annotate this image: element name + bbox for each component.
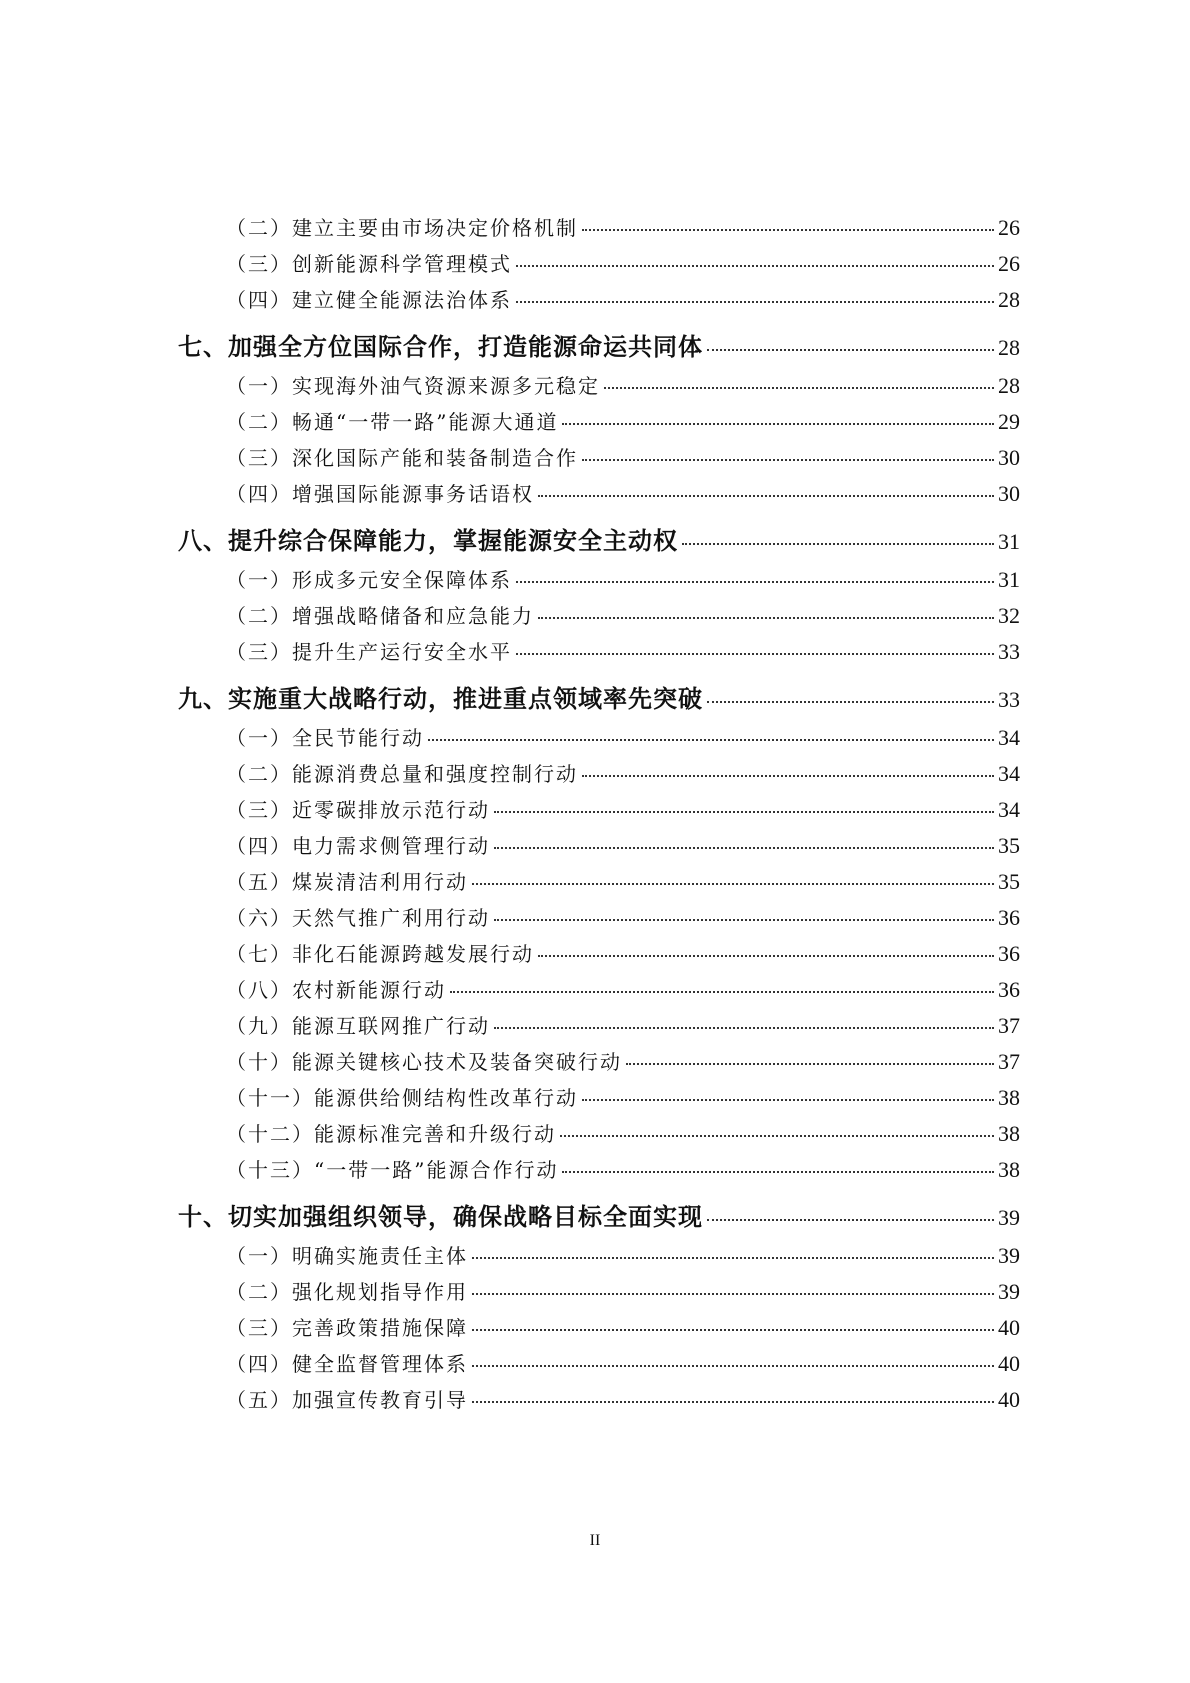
toc-dot-leader xyxy=(472,1401,994,1403)
toc-entry-title: （三）近零碳排放示范行动 xyxy=(226,798,490,822)
toc-entry-page-number: 28 xyxy=(998,373,1020,398)
toc-dot-leader xyxy=(494,1027,994,1029)
toc-chapter-entry[interactable] xyxy=(178,1197,1020,1240)
toc-dot-leader xyxy=(560,1135,994,1137)
toc-dot-leader xyxy=(472,883,994,885)
toc-entry-page-number: 34 xyxy=(998,797,1020,822)
toc-dot-leader xyxy=(428,739,994,741)
toc-entry-title: 十、切实加强组织领导，确保战略目标全面实现 xyxy=(178,1203,703,1231)
toc-entry-page-number: 29 xyxy=(998,409,1020,434)
toc-dot-leader xyxy=(582,229,994,231)
toc-entry-title: （十二）能源标准完善和升级行动 xyxy=(226,1122,556,1146)
toc-dot-leader xyxy=(682,543,994,545)
toc-dot-leader xyxy=(582,1099,994,1101)
toc-entry-title: 九、实施重大战略行动，推进重点领域率先突破 xyxy=(178,685,703,713)
toc-section-entry[interactable] xyxy=(178,758,1020,794)
toc-dot-leader xyxy=(516,265,994,267)
toc-section-entry[interactable] xyxy=(178,1118,1020,1154)
toc-section-entry[interactable] xyxy=(178,1276,1020,1312)
toc-section-entry[interactable] xyxy=(178,866,1020,902)
toc-section-entry[interactable] xyxy=(178,1046,1020,1082)
toc-section-entry[interactable] xyxy=(178,974,1020,1010)
toc-entry-title: （八）农村新能源行动 xyxy=(226,978,446,1002)
toc-dot-leader xyxy=(494,847,994,849)
toc-entry-page-number: 35 xyxy=(998,869,1020,894)
toc-entry-page-number: 34 xyxy=(998,725,1020,750)
toc-dot-leader xyxy=(538,955,994,957)
toc-entry-title: （一）全民节能行动 xyxy=(226,726,424,750)
toc-dot-leader xyxy=(626,1063,994,1065)
toc-section-entry[interactable] xyxy=(178,248,1020,284)
toc-section-entry[interactable] xyxy=(178,212,1020,248)
toc-section-entry[interactable] xyxy=(178,938,1020,974)
toc-dot-leader xyxy=(538,495,994,497)
toc-dot-leader xyxy=(450,991,994,993)
toc-dot-leader xyxy=(538,617,994,619)
toc-dot-leader xyxy=(516,581,994,583)
toc-entry-page-number: 38 xyxy=(998,1085,1020,1110)
toc-entry-title: （三）提升生产运行安全水平 xyxy=(226,640,512,664)
toc-entry-title: （十）能源关键核心技术及装备突破行动 xyxy=(226,1050,622,1074)
toc-dot-leader xyxy=(472,1257,994,1259)
toc-entry-page-number: 38 xyxy=(998,1121,1020,1146)
toc-dot-leader xyxy=(494,919,994,921)
toc-entry-title: （二）建立主要由市场决定价格机制 xyxy=(226,216,578,240)
toc-entry-title: （一）实现海外油气资源来源多元稳定 xyxy=(226,374,600,398)
toc-entry-page-number: 26 xyxy=(998,215,1020,240)
toc-section-entry[interactable] xyxy=(178,830,1020,866)
toc-entry-title: （九）能源互联网推广行动 xyxy=(226,1014,490,1038)
toc-entry-title: （六）天然气推广利用行动 xyxy=(226,906,490,930)
toc-section-entry[interactable] xyxy=(178,600,1020,636)
toc-entry-page-number: 28 xyxy=(998,287,1020,312)
toc-section-entry[interactable] xyxy=(178,442,1020,478)
toc-entry-page-number: 40 xyxy=(998,1387,1020,1412)
toc-dot-leader xyxy=(582,459,994,461)
toc-entry-title: （二）能源消费总量和强度控制行动 xyxy=(226,762,578,786)
table-of-contents xyxy=(178,212,1020,1420)
toc-entry-page-number: 32 xyxy=(998,603,1020,628)
toc-section-entry[interactable] xyxy=(178,1154,1020,1190)
toc-entry-page-number: 39 xyxy=(998,1205,1020,1230)
toc-entry-page-number: 33 xyxy=(998,639,1020,664)
toc-section-entry[interactable] xyxy=(178,564,1020,600)
toc-entry-page-number: 39 xyxy=(998,1243,1020,1268)
toc-section-entry[interactable] xyxy=(178,406,1020,442)
toc-section-entry[interactable] xyxy=(178,1312,1020,1348)
toc-entry-page-number: 37 xyxy=(998,1049,1020,1074)
toc-section-entry[interactable] xyxy=(178,794,1020,830)
toc-section-entry[interactable] xyxy=(178,636,1020,672)
toc-entry-title: （二）增强战略储备和应急能力 xyxy=(226,604,534,628)
toc-section-entry[interactable] xyxy=(178,284,1020,320)
toc-dot-leader xyxy=(604,387,994,389)
toc-entry-title: （一）形成多元安全保障体系 xyxy=(226,568,512,592)
toc-chapter-entry[interactable] xyxy=(178,521,1020,564)
toc-dot-leader xyxy=(516,301,994,303)
toc-entry-title: （二）强化规划指导作用 xyxy=(226,1280,468,1304)
toc-entry-page-number: 30 xyxy=(998,445,1020,470)
toc-dot-leader xyxy=(707,349,994,351)
toc-entry-title: （十一）能源供给侧结构性改革行动 xyxy=(226,1086,578,1110)
toc-entry-title: （四）电力需求侧管理行动 xyxy=(226,834,490,858)
toc-section-entry[interactable] xyxy=(178,1082,1020,1118)
toc-section-entry[interactable] xyxy=(178,478,1020,514)
toc-entry-page-number: 38 xyxy=(998,1157,1020,1182)
toc-entry-page-number: 40 xyxy=(998,1351,1020,1376)
toc-entry-title: （三）完善政策措施保障 xyxy=(226,1316,468,1340)
toc-dot-leader xyxy=(472,1365,994,1367)
page-number-footer: II xyxy=(589,1532,601,1549)
toc-entry-title: （二）畅通“一带一路”能源大通道 xyxy=(226,410,559,434)
toc-section-entry[interactable] xyxy=(178,722,1020,758)
toc-dot-leader xyxy=(494,811,994,813)
toc-entry-title: （七）非化石能源跨越发展行动 xyxy=(226,942,534,966)
toc-section-entry[interactable] xyxy=(178,1348,1020,1384)
toc-entry-page-number: 33 xyxy=(998,687,1020,712)
toc-dot-leader xyxy=(707,701,994,703)
toc-entry-page-number: 31 xyxy=(998,529,1020,554)
toc-entry-title: （一）明确实施责任主体 xyxy=(226,1244,468,1268)
toc-chapter-entry[interactable] xyxy=(178,679,1020,722)
toc-entry-title: （四）健全监督管理体系 xyxy=(226,1352,468,1376)
toc-entry-page-number: 40 xyxy=(998,1315,1020,1340)
toc-entry-page-number: 36 xyxy=(998,905,1020,930)
toc-entry-page-number: 35 xyxy=(998,833,1020,858)
toc-entry-page-number: 36 xyxy=(998,977,1020,1002)
toc-entry-page-number: 28 xyxy=(998,335,1020,360)
toc-entry-page-number: 39 xyxy=(998,1279,1020,1304)
toc-entry-title: 七、加强全方位国际合作，打造能源命运共同体 xyxy=(178,333,703,361)
toc-section-entry[interactable] xyxy=(178,902,1020,938)
toc-dot-leader xyxy=(516,653,994,655)
toc-dot-leader xyxy=(562,1171,994,1173)
toc-entry-page-number: 36 xyxy=(998,941,1020,966)
toc-entry-title: （三）深化国际产能和装备制造合作 xyxy=(226,446,578,470)
toc-entry-page-number: 37 xyxy=(998,1013,1020,1038)
toc-section-entry[interactable] xyxy=(178,1384,1020,1420)
toc-entry-page-number: 26 xyxy=(998,251,1020,276)
toc-entry-title: （五）加强宣传教育引导 xyxy=(226,1388,468,1412)
toc-entry-title: （四）建立健全能源法治体系 xyxy=(226,288,512,312)
toc-entry-page-number: 34 xyxy=(998,761,1020,786)
toc-entry-page-number: 31 xyxy=(998,567,1020,592)
toc-chapter-entry[interactable] xyxy=(178,327,1020,370)
toc-entry-title: （三）创新能源科学管理模式 xyxy=(226,252,512,276)
toc-entry-page-number: 30 xyxy=(998,481,1020,506)
toc-section-entry[interactable] xyxy=(178,370,1020,406)
toc-section-entry[interactable] xyxy=(178,1240,1020,1276)
toc-dot-leader xyxy=(582,775,994,777)
toc-entry-title: （十三）“一带一路”能源合作行动 xyxy=(226,1158,559,1182)
toc-entry-title: （五）煤炭清洁利用行动 xyxy=(226,870,468,894)
toc-entry-title: （四）增强国际能源事务话语权 xyxy=(226,482,534,506)
toc-dot-leader xyxy=(707,1219,994,1221)
toc-entry-title: 八、提升综合保障能力，掌握能源安全主动权 xyxy=(178,527,678,555)
toc-dot-leader xyxy=(472,1293,994,1295)
toc-dot-leader xyxy=(472,1329,994,1331)
toc-section-entry[interactable] xyxy=(178,1010,1020,1046)
toc-dot-leader xyxy=(562,423,994,425)
